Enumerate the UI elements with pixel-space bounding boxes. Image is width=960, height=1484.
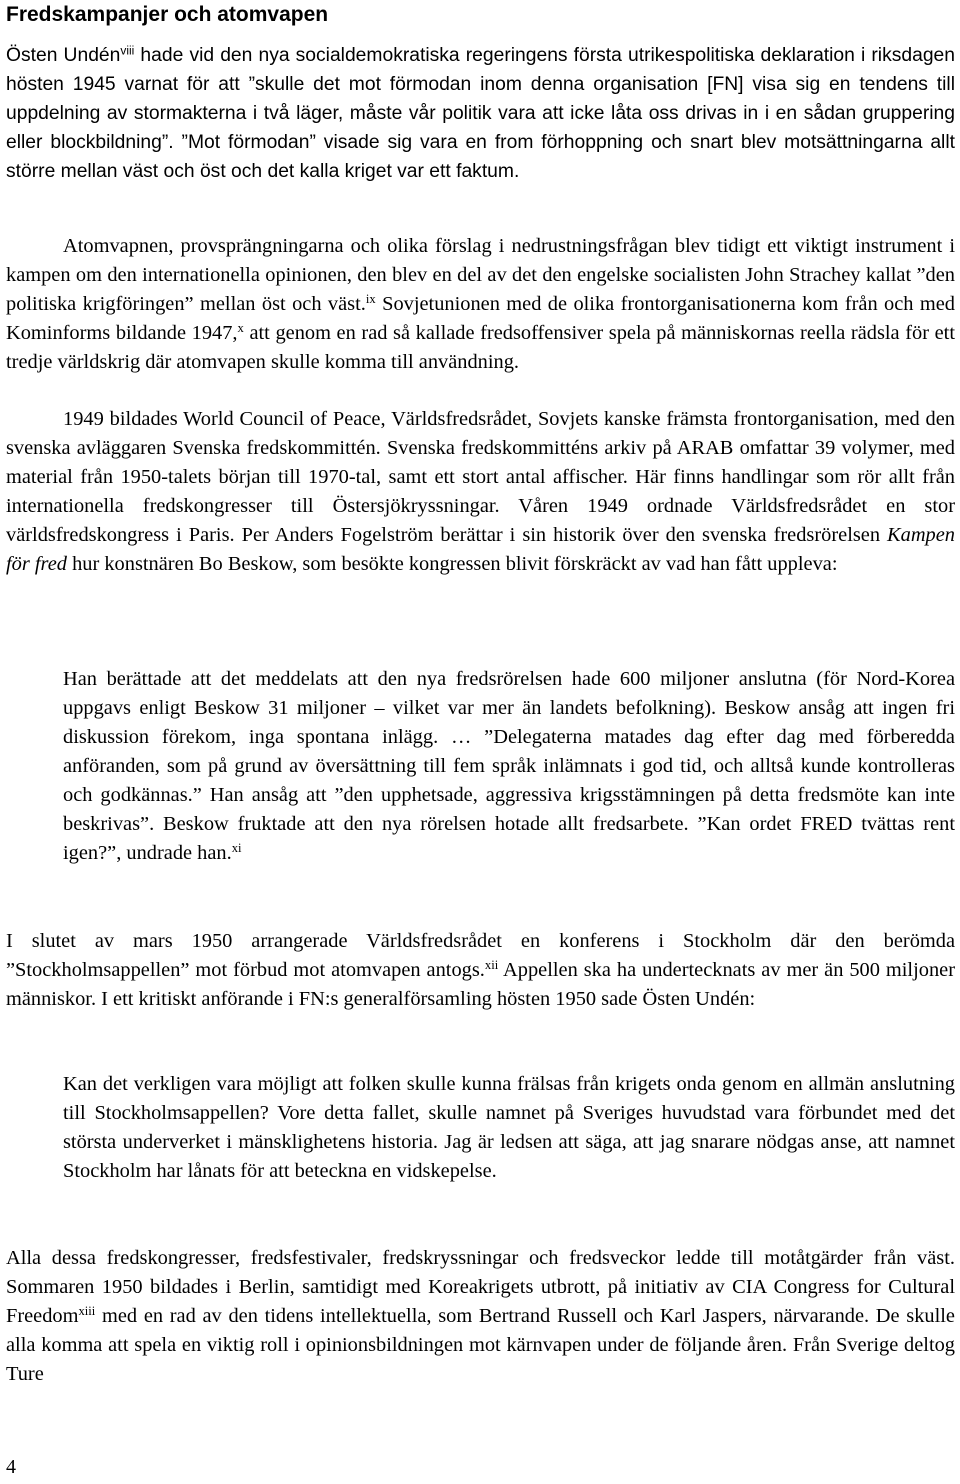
page-number: 4 bbox=[6, 1456, 16, 1478]
section-heading: Fredskampanjer och atomvapen bbox=[6, 3, 329, 26]
paragraph-text: Sovjetunionen med de olika frontorganisationerna kom från och med Kominforms bildande 1947, bbox=[6, 293, 955, 344]
paragraph-text: hade vid den nya socialdemokratiska regeringens första utrikespolitiska deklaration i riksdagen hösten 1945 varnat för att ”skulle det mot förmodan inom denna organisation [FN] visa sig en tendens till uppdelning av stormakterna i två läger, måste vår politik vara att icke låta oss drivas in i en sådan gruppering eller blockbildning”. ”Mot förmodan” visade sig vara en from förhoppning och snart blev motsättningarna allt större mellan väst och öst och det kalla kriget var ett faktum. bbox=[6, 45, 955, 182]
paragraph-unden-1945 bbox=[6, 41, 955, 186]
paragraph-stockholmsappellen bbox=[6, 927, 955, 1014]
paragraph-text: hur konstnären Bo Beskow, som besökte kongressen blivit förskräckt av vad han fått uppleva: bbox=[66, 553, 838, 575]
endnote-ref: xii bbox=[484, 958, 499, 973]
paragraph-congress-cultural-freedom bbox=[6, 1244, 955, 1389]
paragraph-text: Alla dessa fredskongresser, fredsfestivaler, fredskryssningar och fredsveckor ledde till motåtgärder från väst. Sommaren 1950 bildades i Berlin, samtidigt med Koreakrigets utbrott, på initiativ av CIA Congress for Cultural Freedom bbox=[6, 1247, 955, 1327]
quote-text: Han berättade att det meddelats att den nya fredsrörelsen hade 600 miljoner anslutna (för Nord-Korea uppgavs enligt Beskow 31 miljoner – vilket var mer än landets befolkning). Beskow ansåg att ingen fri diskussion förekom, inga spontana inlägg. … ”Delegaterna matades dag efter dag med förberedda anföranden, som på grund av översättning till fem språk inlämnats i god tid, och alltså kunde kontrolleras och godkännas.” Han ansåg att ”den upphetsade, aggressiva krigsstämningen på detta fredsmöte kan inte beskrivas”. Beskow fruktade att den nya rörelsen hotade allt fredsarbete. ”Kan ordet FRED tvättas rent igen?”, undrade han. bbox=[63, 668, 955, 864]
paragraph-text: 1949 bildades World Council of Peace, Världsfredsrådet, Sovjets kanske främsta frontorganisation, med den svenska avläggaren Svenska fredskommittén. Svenska fredskommitténs arkiv på ARAB omfattar 39 volymer, med material från 1950-talets början till 1970-tal, samt ett stort antal affischer. Här finns handlingar som rör allt från internationella fredskongresser till Östersjökryssningar. Våren 1949 ordnade Världsfredsrådet en stor världsfredskongress i Paris. Per Anders Fogelström berättar i sin historik över den svenska fredsrörelsen bbox=[6, 408, 955, 546]
paragraph-text: Appellen ska ha undertecknats av mer än 500 miljoner människor. I ett kritiskt anförande i FN:s generalförsamling hösten 1950 sade Östen Undén: bbox=[6, 959, 955, 1010]
endnote-ref: xi bbox=[231, 841, 242, 856]
paragraph-text: Atomvapnen, provsprängningarna och olika förslag i nedrustningsfrågan blev tidigt ett viktigt instrument i kampen om den internationella opinionen, den blev en del av det den engelske socialisten John Strachey kallat ”den politiska krigföringen” mellan öst och väst. bbox=[6, 235, 955, 315]
paragraph-text: Östen Undén bbox=[6, 45, 121, 66]
endnote-ref: ix bbox=[365, 292, 376, 307]
paragraph-text: I slutet av mars 1950 arrangerade Världsfredsrådet en konferens i Stockholm där den berömda ”Stockholmsappellen” mot förbud mot atomvapen antogs. bbox=[6, 930, 955, 981]
block-quote-unden bbox=[63, 1070, 955, 1186]
quote-text: Kan det verkligen vara möjligt att folken skulle kunna frälsas från krigets onda genom en allmän anslutning till Stockholmsappellen? Vore detta fallet, skulle namnet på Sveriges huvudstad vara förbundet med det största underverket i mänsklighetens historia. Jag är ledsen att säga, att jag snarare nödgas anse, att namnet Stockholm har lånats för att beteckna en vidskepelse. bbox=[63, 1073, 955, 1182]
book-title: Kampen för fred bbox=[6, 524, 955, 575]
paragraph-text: med en rad av den tidens intellektuella, som Bertrand Russell och Karl Jaspers, närvarande. De skulle alla komma att spela en viktig roll i opinionsbildningen mot kärnvapen under de följande åren. Från Sverige deltog Ture bbox=[6, 1305, 955, 1385]
paragraph-world-council bbox=[6, 405, 955, 579]
endnote-ref: viii bbox=[120, 43, 135, 58]
endnote-ref: xiii bbox=[78, 1304, 96, 1319]
paragraph-atomvapen bbox=[6, 232, 955, 377]
endnote-ref: x bbox=[237, 321, 244, 336]
paragraph-text: att genom en rad så kallade fredsoffensiver spela på människornas reella rädsla för ett tredje världskrig där atomvapen skulle komma till användning. bbox=[6, 322, 955, 373]
block-quote-beskow bbox=[63, 665, 955, 868]
